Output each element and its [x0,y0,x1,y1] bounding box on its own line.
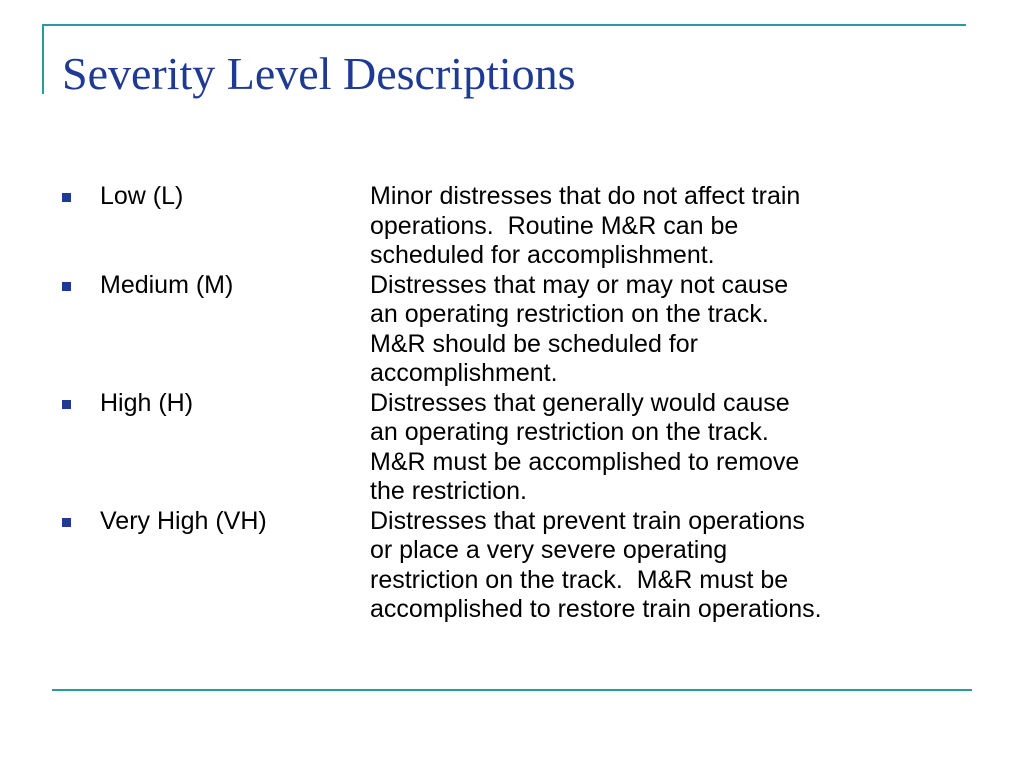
page-title: Severity Level Descriptions [62,48,576,99]
square-bullet-icon [62,518,71,527]
description-line: Distresses that may or may not cause [370,270,789,299]
description-line: scheduled for accomplishment. [370,241,715,269]
description-line: M&R should be scheduled for [370,329,698,358]
severity-description [370,182,930,271]
list-item-medium [60,271,960,389]
list-item-low [60,182,960,271]
list-item-very-high [60,507,960,625]
severity-term: Medium (M) [100,270,234,299]
list-item-high [60,389,960,507]
severity-list [60,182,960,625]
square-bullet-icon [62,282,71,291]
left-accent-line [42,24,44,94]
description-line: an operating restriction on the track. [370,418,769,446]
description-line: the restriction. [370,477,528,505]
description-line: or place a very severe operating [370,536,728,564]
severity-description [370,271,930,389]
description-line: an operating restriction on the track. [370,300,769,328]
severity-term: Low (L) [100,182,184,210]
description-line: operations. Routine M&R can be [370,211,739,240]
severity-description [370,507,930,625]
square-bullet-icon [62,400,71,409]
top-divider [42,24,966,26]
description-line: accomplishment. [370,359,558,387]
description-line: Distresses that generally would cause [370,388,790,417]
severity-description [370,389,930,507]
description-line: restriction on the track. M&R must be [370,565,789,594]
description-line: accomplished to restore train operations. [370,595,822,623]
square-bullet-icon [62,193,71,202]
description-line: M&R must be accomplished to remove [370,447,800,476]
severity-term: Very High (VH) [100,506,267,535]
description-line: Distresses that prevent train operations [370,506,805,535]
severity-term: High (H) [100,388,194,417]
description-line: Minor distresses that do not affect train [370,182,801,210]
bottom-divider [52,689,972,691]
